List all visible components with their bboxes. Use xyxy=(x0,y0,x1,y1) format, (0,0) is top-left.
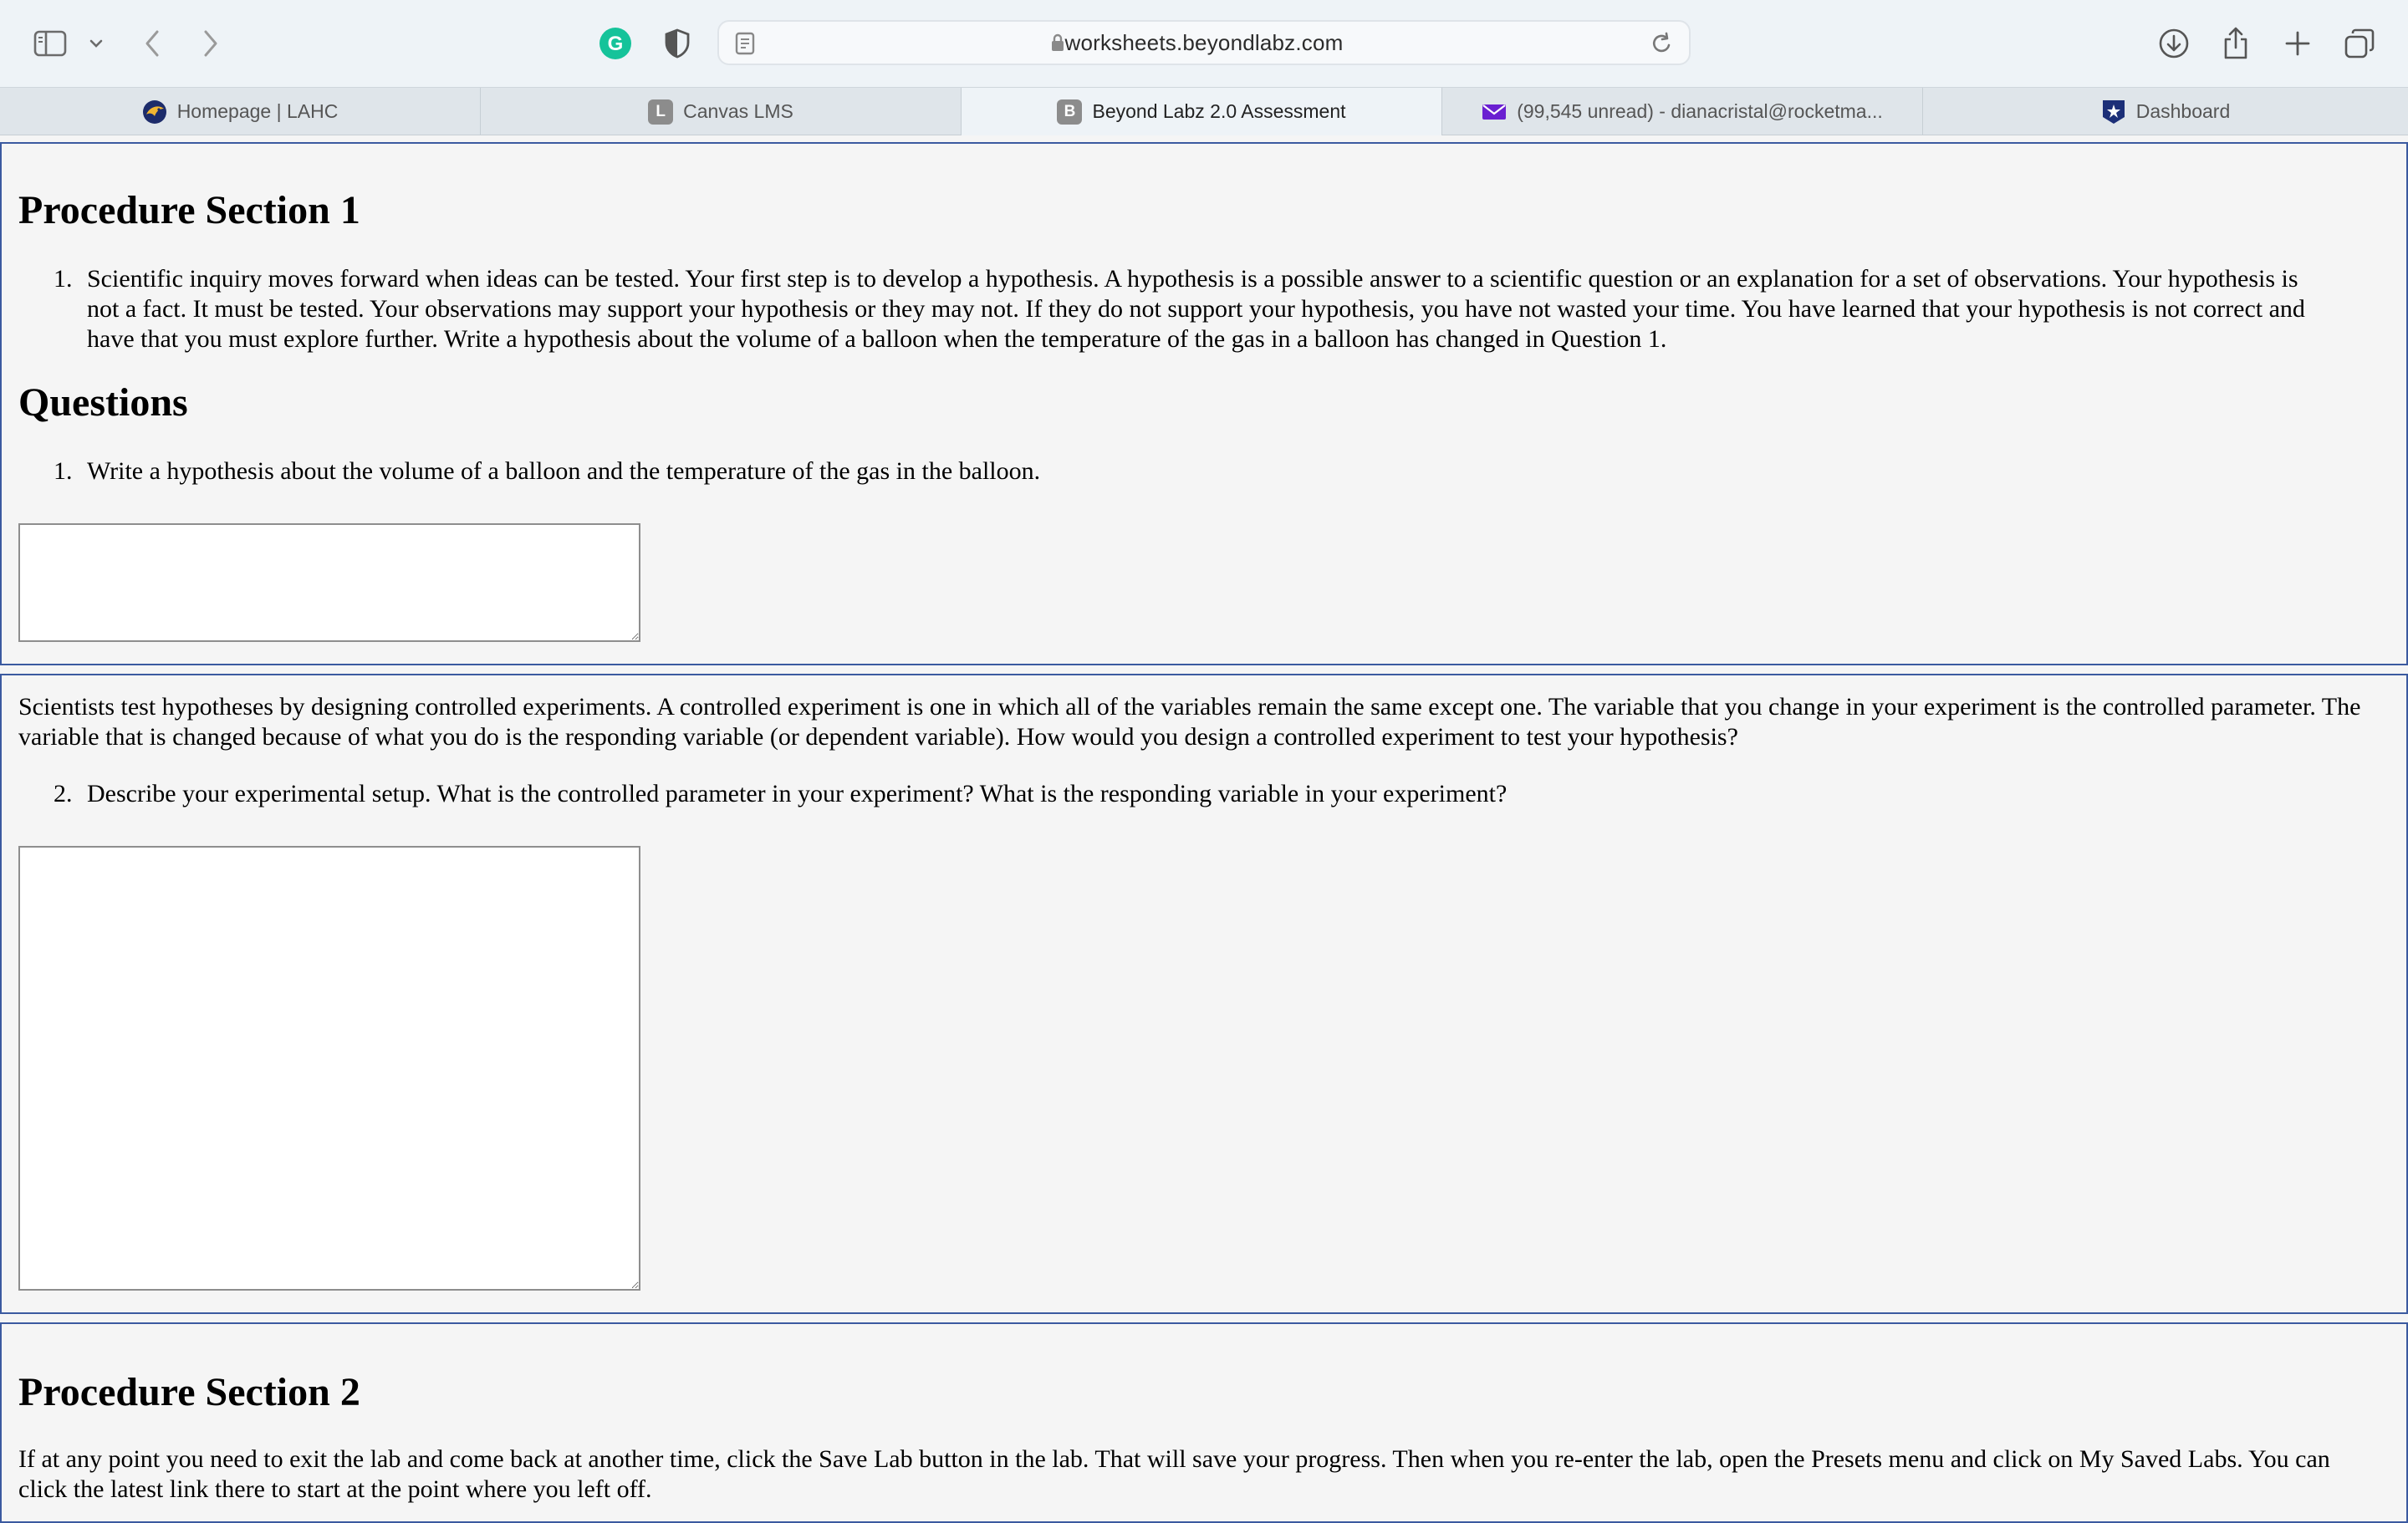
canvas-letter-icon: L xyxy=(648,99,673,125)
new-tab-button[interactable] xyxy=(2276,22,2319,65)
svg-text:G: G xyxy=(607,33,624,55)
section-heading: Procedure Section 1 xyxy=(18,188,360,232)
tab-canvas-lms[interactable] xyxy=(481,88,962,135)
browser-toolbar xyxy=(0,0,2408,87)
experimental-setup-answer-field[interactable] xyxy=(18,846,640,1291)
reload-icon[interactable] xyxy=(1650,31,1674,60)
sidebar-icon xyxy=(33,30,67,57)
lahc-eagle-icon xyxy=(142,99,167,125)
experiment-design-section xyxy=(0,674,2408,1314)
chevron-left-icon xyxy=(143,29,161,58)
tab-label: Homepage | LAHC xyxy=(176,100,339,122)
beyond-labz-letter-icon: B xyxy=(1057,99,1082,125)
share-button[interactable] xyxy=(2214,22,2258,65)
tab-label: (99,545 unread) - dianacristal@rocketma... xyxy=(1517,100,1883,122)
list-number: 1. xyxy=(54,265,73,293)
question-2 xyxy=(54,779,2323,809)
question-text: Write a hypothesis about the volume of a balloon and the temperature of the gas in the balloon. xyxy=(87,457,1041,485)
question-1 xyxy=(54,456,2323,486)
forward-button[interactable] xyxy=(189,22,232,65)
tab-label: Beyond Labz 2.0 Assessment xyxy=(1092,100,1346,122)
plus-icon xyxy=(2284,30,2311,57)
sidebar-toggle-button[interactable] xyxy=(28,22,72,65)
grammarly-extension-button[interactable] xyxy=(594,22,637,65)
privacy-extension-button[interactable] xyxy=(656,22,699,65)
address-bar[interactable] xyxy=(717,20,1691,65)
tab-overview-icon xyxy=(2344,28,2375,59)
questions-heading: Questions xyxy=(18,380,188,425)
url-text: worksheets.beyondlabz.com xyxy=(1064,30,1344,55)
tab-label: Canvas LMS xyxy=(683,100,793,122)
dashboard-shield-icon xyxy=(2101,99,2126,125)
tab-label: Dashboard xyxy=(2135,100,2231,122)
procedure-step-text: Scientific inquiry moves forward when ideas can be tested. Your first step is to develop a hypothesis. A hypothesis is a possible answer to a scientific question or an explanation for a set of observations. Your hypothesis is not a fact. It must be tested. Your observations may support your hypothesis or they may not. If they do not support your hypothesis, you have not wasted your time. You have learned that your hypothesis is not correct and have that you must explore further. Write a hypothesis about the volume of a balloon when the temperature of the gas in a balloon has changed in Question 1. xyxy=(87,265,2305,353)
question-text: Describe your experimental setup. What is the controlled parameter in your experiment? What is the responding variable in your experiment? xyxy=(87,780,1508,807)
grammarly-icon xyxy=(599,27,632,60)
mail-envelope-icon xyxy=(1482,99,1507,125)
procedure-section-2 xyxy=(0,1322,2408,1523)
section-heading: Procedure Section 2 xyxy=(18,1370,360,1414)
experiment-intro-text: Scientists test hypotheses by designing controlled experiments. A controlled experiment is one in which all of the variables remain the same except one. The variable that you change in your experiment is the controlled parameter. The variable that is changed because of what you do is the responding variable (or dependent variable). How would you design a controlled experiment to test your hypothesis? xyxy=(18,693,2361,751)
back-button[interactable] xyxy=(130,22,174,65)
download-icon xyxy=(2158,28,2190,59)
tab-beyond-labz[interactable] xyxy=(962,88,1442,135)
tab-overview-button[interactable] xyxy=(2338,22,2381,65)
downloads-button[interactable] xyxy=(2152,22,2196,65)
shield-half-icon xyxy=(664,28,691,59)
chevron-down-icon xyxy=(89,38,103,48)
list-number: 2. xyxy=(54,780,73,807)
tab-group-dropdown-button[interactable] xyxy=(75,22,117,65)
share-icon xyxy=(2222,26,2250,61)
hypothesis-answer-field[interactable] xyxy=(18,523,640,642)
tab-bar xyxy=(0,87,2408,135)
tab-dashboard[interactable] xyxy=(1923,88,2408,135)
list-number: 1. xyxy=(54,457,73,485)
chevron-right-icon xyxy=(202,29,220,58)
tab-homepage-lahc[interactable] xyxy=(0,88,481,135)
procedure-section-1 xyxy=(0,142,2408,665)
tab-mail[interactable] xyxy=(1442,88,1923,135)
procedure-2-text: If at any point you need to exit the lab and come back at another time, click the Save Lab button in the lab. That will save your progress. Then when you re-enter the lab, open the Presets menu and click on My Saved Labs. You can click the latest link there to start at the point where you left off. xyxy=(18,1445,2330,1503)
procedure-step-1 xyxy=(54,264,2323,354)
